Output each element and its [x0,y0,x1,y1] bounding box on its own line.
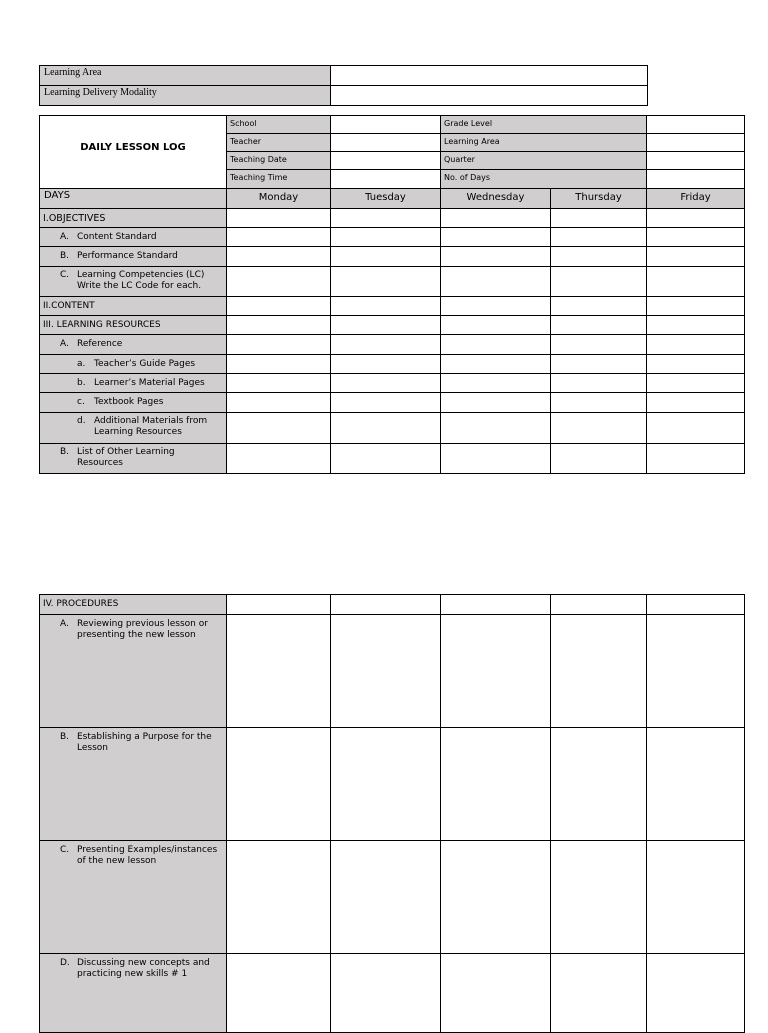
teaching-time-label: Teaching Time [226,169,331,189]
reviewing-lesson-row-label [39,614,227,728]
days-label: DAYS [44,190,71,201]
presenting-examples-row-label [39,840,227,954]
additional-materials-friday-cell[interactable] [646,412,745,444]
other-resources-monday-cell[interactable] [226,443,331,474]
procedures-wednesday-cell[interactable] [440,594,551,615]
content-standard-label: Content Standard [77,232,157,242]
presenting-examples-label-line1: Presenting Examples/instances [77,845,218,855]
reference-row-label [39,334,227,355]
learners-material-row-label [39,373,227,393]
learners-material-label: Learner’s Material Pages [94,378,205,388]
learners-material-wednesday-cell[interactable] [440,373,551,393]
discussing-concepts-thursday-cell[interactable] [550,953,647,1033]
performance-standard-thursday-cell[interactable] [550,246,647,267]
additional-materials-row-label [39,412,227,444]
additional-materials-thursday-cell[interactable] [550,412,647,444]
presenting-examples-wednesday-cell[interactable] [440,840,551,954]
objectives-friday-cell[interactable] [646,208,745,228]
title-cell [39,115,227,189]
other-resources-friday-cell[interactable] [646,443,745,474]
textbook-row-label [39,392,227,413]
other-resources-label-line2: Resources [77,458,123,468]
teacher-input[interactable] [330,133,441,152]
other-resources-marker: B. [60,447,70,457]
discussing-concepts-friday-cell[interactable] [646,953,745,1033]
content-standard-marker: A. [60,232,69,242]
establishing-purpose-label-line2: Lesson [77,743,108,753]
procedures-friday-cell[interactable] [646,594,745,615]
performance-standard-monday-cell[interactable] [226,246,331,267]
school-label: School [226,115,331,134]
reference-monday-cell[interactable] [226,334,331,355]
presenting-examples-friday-cell[interactable] [646,840,745,954]
other-resources-wednesday-cell[interactable] [440,443,551,474]
school-input[interactable] [330,115,441,134]
grade-level-label: Grade Level [440,115,647,134]
reference-thursday-cell[interactable] [550,334,647,355]
day-monday: Monday [226,188,331,209]
discussing-concepts-label-line1: Discussing new concepts and [77,958,210,968]
day-wednesday: Wednesday [440,188,551,209]
objectives-monday-cell[interactable] [226,208,331,228]
learning-resources-heading-cell [39,315,227,335]
presenting-examples-monday-cell[interactable] [226,840,331,954]
other-resources-tuesday-cell[interactable] [330,443,441,474]
establishing-purpose-wednesday-cell[interactable] [440,727,551,841]
content-thursday-cell[interactable] [550,296,647,316]
learning-resources-heading: III. LEARNING RESOURCES [43,320,161,330]
learners-material-thursday-cell[interactable] [550,373,647,393]
content-heading: II.CONTENT [43,301,95,311]
learning-competencies-label-line1: Learning Competencies (LC) [77,270,205,280]
establishing-purpose-monday-cell[interactable] [226,727,331,841]
quarter-label: Quarter [440,151,647,170]
learning-resources-friday-cell[interactable] [646,315,745,335]
learning-competencies-monday-cell[interactable] [226,266,331,297]
discussing-concepts-tuesday-cell[interactable] [330,953,441,1033]
teachers-guide-friday-cell[interactable] [646,354,745,374]
content-standard-thursday-cell[interactable] [550,227,647,247]
discussing-concepts-label-line2: practicing new skills # 1 [77,969,188,979]
performance-standard-wednesday-cell[interactable] [440,246,551,267]
content-standard-friday-cell[interactable] [646,227,745,247]
learning-area-label-cell [39,65,331,86]
performance-standard-label: Performance Standard [77,251,178,261]
learning-resources-monday-cell[interactable] [226,315,331,335]
learners-material-monday-cell[interactable] [226,373,331,393]
procedures-tuesday-cell[interactable] [330,594,441,615]
quarter-input[interactable] [646,151,745,170]
establishing-purpose-thursday-cell[interactable] [550,727,647,841]
other-resources-label-line1: List of Other Learning [77,447,175,457]
delivery-modality-label-cell [39,85,331,106]
performance-standard-friday-cell[interactable] [646,246,745,267]
page-title: DAILY LESSON LOG [80,142,186,153]
reference-wednesday-cell[interactable] [440,334,551,355]
teaching-date-input[interactable] [330,151,441,170]
additional-materials-label-line1: Additional Materials from [94,416,208,426]
learning-competencies-row-label [39,266,227,297]
content-tuesday-cell[interactable] [330,296,441,316]
presenting-examples-marker: C. [60,845,70,855]
reference-label: Reference [77,339,123,349]
teaching-date-label: Teaching Date [226,151,331,170]
discussing-concepts-marker: D. [60,958,70,968]
content-monday-cell[interactable] [226,296,331,316]
teachers-guide-row-label [39,354,227,374]
learning-area-header-label: Learning Area [440,133,647,152]
reviewing-lesson-marker: A. [60,619,69,629]
delivery-modality-label: Learning Delivery Modality [44,87,157,98]
performance-standard-marker: B. [60,251,70,261]
day-friday: Friday [646,188,745,209]
objectives-tuesday-cell[interactable] [330,208,441,228]
day-thursday: Thursday [550,188,647,209]
establishing-purpose-tuesday-cell[interactable] [330,727,441,841]
presenting-examples-thursday-cell[interactable] [550,840,647,954]
reviewing-lesson-tuesday-cell[interactable] [330,614,441,728]
grade-level-input[interactable] [646,115,745,134]
learning-competencies-marker: C. [60,270,70,280]
additional-materials-tuesday-cell[interactable] [330,412,441,444]
additional-materials-wednesday-cell[interactable] [440,412,551,444]
day-tuesday: Tuesday [330,188,441,209]
delivery-modality-input[interactable] [330,85,648,106]
learning-area-header-input[interactable] [646,133,745,152]
learners-material-friday-cell[interactable] [646,373,745,393]
textbook-label: Textbook Pages [94,397,164,407]
reference-tuesday-cell[interactable] [330,334,441,355]
procedures-thursday-cell[interactable] [550,594,647,615]
discussing-concepts-row-label [39,953,227,1033]
procedures-heading-cell [39,594,227,615]
learning-competencies-thursday-cell[interactable] [550,266,647,297]
content-friday-cell[interactable] [646,296,745,316]
reviewing-lesson-label-line1: Reviewing previous lesson or [77,619,208,629]
reference-friday-cell[interactable] [646,334,745,355]
presenting-examples-tuesday-cell[interactable] [330,840,441,954]
learning-resources-tuesday-cell[interactable] [330,315,441,335]
teachers-guide-marker: a. [77,359,86,369]
textbook-monday-cell[interactable] [226,392,331,413]
procedures-monday-cell[interactable] [226,594,331,615]
teaching-time-input[interactable] [330,169,441,189]
teachers-guide-monday-cell[interactable] [226,354,331,374]
no-of-days-label: No. of Days [440,169,647,189]
learners-material-tuesday-cell[interactable] [330,373,441,393]
content-heading-cell [39,296,227,316]
textbook-wednesday-cell[interactable] [440,392,551,413]
textbook-marker: c. [77,397,85,407]
objectives-wednesday-cell[interactable] [440,208,551,228]
learning-area-input[interactable] [330,65,648,86]
additional-materials-monday-cell[interactable] [226,412,331,444]
reviewing-lesson-thursday-cell[interactable] [550,614,647,728]
days-label-cell [39,188,227,209]
performance-standard-row-label [39,246,227,267]
learning-area-label: Learning Area [44,67,102,78]
content-standard-row-label [39,227,227,247]
additional-materials-marker: d. [77,416,86,426]
objectives-heading-cell [39,208,227,228]
other-resources-row-label [39,443,227,474]
objectives-thursday-cell[interactable] [550,208,647,228]
teachers-guide-thursday-cell[interactable] [550,354,647,374]
learning-competencies-wednesday-cell[interactable] [440,266,551,297]
content-standard-monday-cell[interactable] [226,227,331,247]
objectives-heading: I.OBJECTIVES [43,213,106,224]
discussing-concepts-wednesday-cell[interactable] [440,953,551,1033]
discussing-concepts-monday-cell[interactable] [226,953,331,1033]
content-wednesday-cell[interactable] [440,296,551,316]
no-of-days-input[interactable] [646,169,745,189]
teacher-label: Teacher [226,133,331,152]
performance-standard-tuesday-cell[interactable] [330,246,441,267]
textbook-tuesday-cell[interactable] [330,392,441,413]
teachers-guide-wednesday-cell[interactable] [440,354,551,374]
establishing-purpose-row-label [39,727,227,841]
procedures-heading: IV. PROCEDURES [43,599,119,609]
learning-resources-thursday-cell[interactable] [550,315,647,335]
reviewing-lesson-label-line2: presenting the new lesson [77,630,196,640]
establishing-purpose-friday-cell[interactable] [646,727,745,841]
presenting-examples-label-line2: of the new lesson [77,856,157,866]
content-standard-tuesday-cell[interactable] [330,227,441,247]
learning-competencies-friday-cell[interactable] [646,266,745,297]
learning-competencies-label-line2: Write the LC Code for each. [77,281,202,291]
content-standard-wednesday-cell[interactable] [440,227,551,247]
textbook-friday-cell[interactable] [646,392,745,413]
reviewing-lesson-wednesday-cell[interactable] [440,614,551,728]
learning-competencies-tuesday-cell[interactable] [330,266,441,297]
learners-material-marker: b. [77,378,86,388]
reference-marker: A. [60,339,69,349]
teachers-guide-tuesday-cell[interactable] [330,354,441,374]
textbook-thursday-cell[interactable] [550,392,647,413]
teachers-guide-label: Teacher’s Guide Pages [94,359,196,369]
establishing-purpose-marker: B. [60,732,70,742]
reviewing-lesson-friday-cell[interactable] [646,614,745,728]
reviewing-lesson-monday-cell[interactable] [226,614,331,728]
other-resources-thursday-cell[interactable] [550,443,647,474]
establishing-purpose-label-line1: Establishing a Purpose for the [77,732,212,742]
learning-resources-wednesday-cell[interactable] [440,315,551,335]
additional-materials-label-line2: Learning Resources [94,427,182,437]
